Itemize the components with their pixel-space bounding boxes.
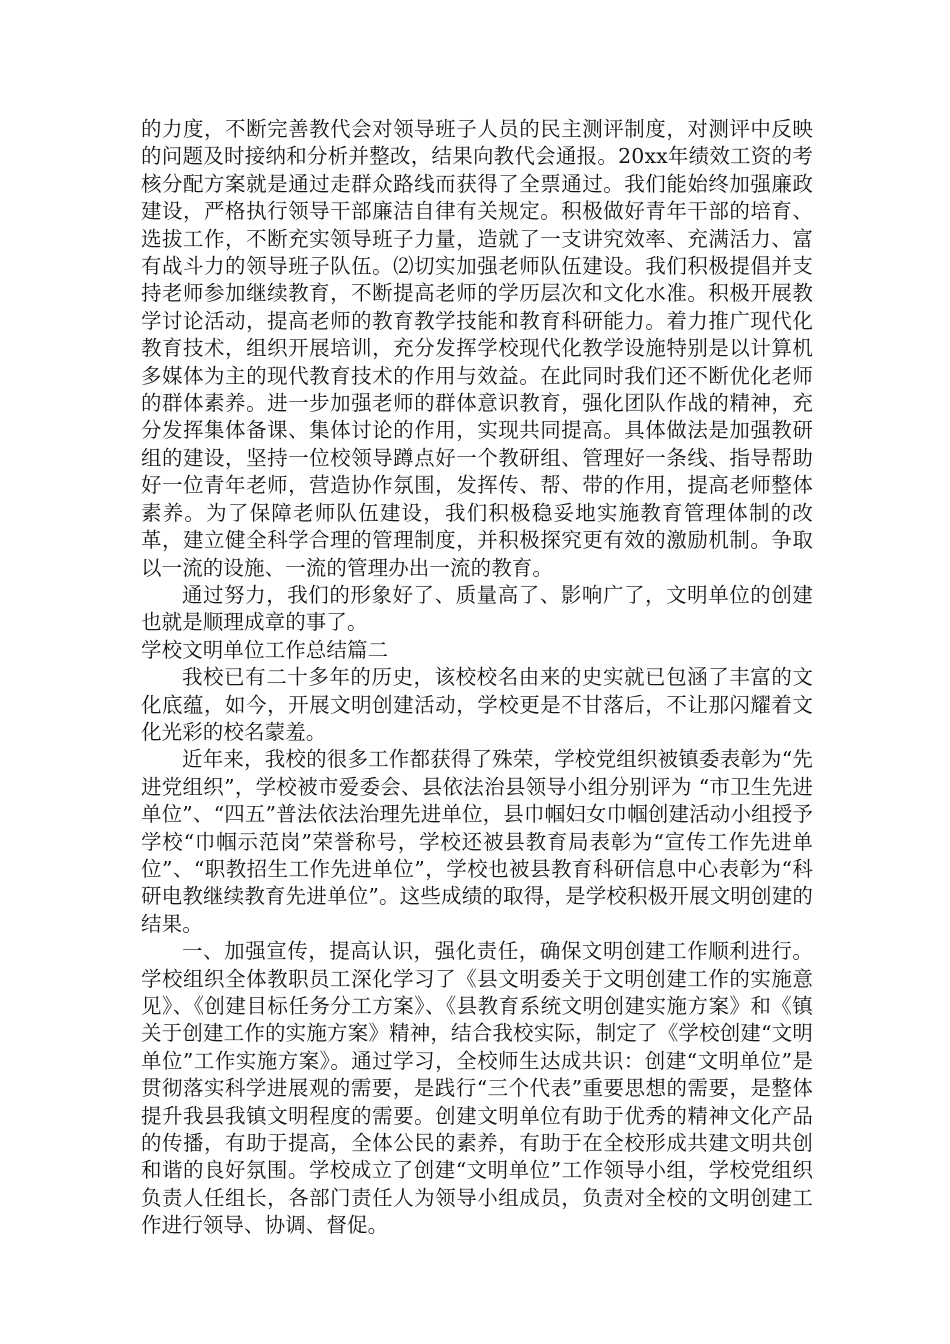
paragraph-conclusion: 通过努力，我们的形象好了、质量高了、影响广了，文明单位的创建也就是顺理成章的事了。 [141, 582, 813, 635]
section-heading: 学校文明单位工作总结篇二 [141, 637, 389, 662]
paragraph-history: 我校已有二十多年的历史，该校校名由来的史实就已包涵了丰富的文化底蕴，如今，开展文明创建活动，学校更是不甘落后，不让那闪耀着文化光彩的校名蒙羞。 [141, 665, 813, 744]
document-page [141, 116, 813, 1240]
paragraph-publicity: 一、加强宣传，提高认识，强化责任，确保文明创建工作顺利进行。学校组织全体教职员工深化学习了《县文明委关于文明创建工作的实施意见》、《创建目标任务分工方案》、《县教育系统文明创建实施方案》和《镇关于创建工作的实施方案》精神，结合我校实际，制定了《学校创建“文明单位”工作实施方案》。通过学习，全校师生达成共识：创建“文明单位”是贯彻落实科学进展观的需要，是践行“三个代表”重要思想的需要，是整体提升我县我镇文明程度的需要。创建文明单位有助于优秀的精神文化产品的传播，有助于提高，全体公民的素养，有助于在全校形成共建文明共创和谐的良好氛围。学校成立了创建“文明单位”工作领导小组，学校党组织负责人任组长，各部门责任人为领导小组成员，负责对全校的文明创建工作进行领导、协调、督促。 [141, 939, 813, 1238]
paragraph-honors: 近年来，我校的很多工作都获得了殊荣，学校党组织被镇委表彰为“先进党组织”，学校被市爱委会、县依法治县领导小组分别评为 “市卫生先进单位”、“四五”普法依法治理先进单位，县巾帼妇女巾帼创建活动小组授予学校“巾帼示范岗”荣誉称号，学校还被县教育局表彰为“宣传工作先进单位”、“职教招生工作先进单位”，学校也被县教育科研信息中心表彰为“科研电教继续教育先进单位”。这些成绩的取得，是学校积极开展文明创建的结果。 [141, 747, 813, 936]
paragraph-continued: 的力度，不断完善教代会对领导班子人员的民主测评制度，对测评中反映的问题及时接纳和分析并整改，结果向教代会通报。20xx年绩效工资的考核分配方案就是通过走群众路线而获得了全票通过。我们能始终加强廉政建设，严格执行领导干部廉洁自律有关规定。积极做好青年干部的培育、选拔工作，不断充实领导班子力量，造就了一支讲究效率、充满活力、富有战斗力的领导班子队伍。⑵切实加强老师队伍建设。我们积极提倡并支持老师参加继续教育，不断提高老师的学历层次和文化水准。积极开展教学讨论活动，提高老师的教育教学技能和教育科研能力。着力推广现代化教育技术，组织开展培训，充分发挥学校现代化教学设施特别是以计算机多媒体为主的现代教育技术的作用与效益。在此同时我们还不断优化老师的群体素养。进一步加强老师的群体意识教育，强化团队作战的精神，充分发挥集体备课、集体讨论的作用，实现共同提高。具体做法是加强教研组的建设，坚持一位校领导蹲点好一个教研组、管理好一条线、指导帮助好一位青年老师，营造协作氛围，发挥传、帮、带的作用，提高老师整体素养。为了保障老师队伍建设，我们积极稳妥地实施教育管理体制的改革，建立健全科学合理的管理制度，并积极探究更有效的激励机制。争取以一流的设施、一流的管理办出一流的教育。 [141, 117, 813, 580]
